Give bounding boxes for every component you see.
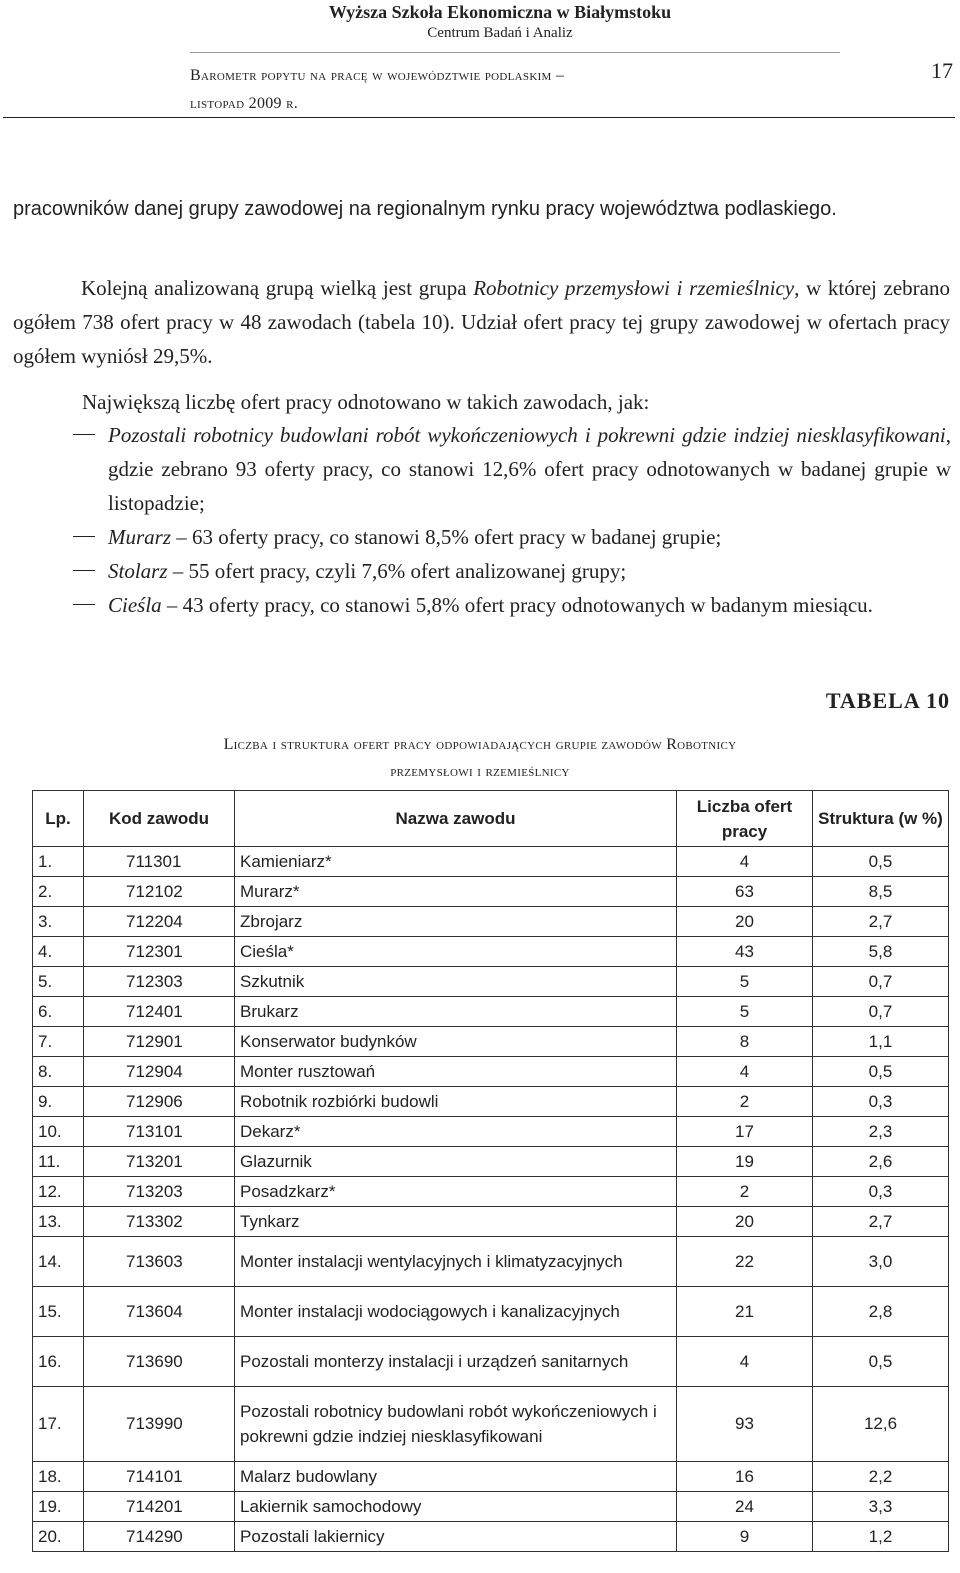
cell-liczba: 2 — [677, 1177, 813, 1207]
table-row — [33, 997, 949, 1027]
list-intro: Największą liczbę ofert pracy odnotowano w takich zawodach, jak: — [82, 390, 650, 414]
table-row — [33, 1237, 949, 1287]
p2-italic: Robotnicy przemysłowi i rzemieślnicy — [473, 276, 795, 300]
cell-kod: 712204 — [84, 907, 235, 937]
cell-nazwa: Dekarz* — [235, 1117, 677, 1147]
cell-lp: 9. — [33, 1087, 84, 1117]
cell-liczba: 22 — [677, 1237, 813, 1287]
header-kod: Kod zawodu — [84, 791, 235, 847]
dash-bullet — [73, 570, 95, 571]
cell-kod: 713690 — [84, 1337, 235, 1387]
table-row — [33, 967, 949, 997]
cell-struktura: 12,6 — [813, 1387, 949, 1462]
cell-nazwa: Zbrojarz — [235, 907, 677, 937]
cell-liczba: 93 — [677, 1387, 813, 1462]
cell-liczba: 63 — [677, 877, 813, 907]
cell-lp: 14. — [33, 1237, 84, 1287]
cell-liczba: 17 — [677, 1117, 813, 1147]
header-school-name: Wyższa Szkoła Ekonomiczna w Białymstoku — [328, 2, 672, 22]
cell-lp: 12. — [33, 1177, 84, 1207]
table-row — [33, 1287, 949, 1337]
cell-nazwa: Posadzkarz* — [235, 1177, 677, 1207]
cell-liczba: 4 — [677, 1057, 813, 1087]
table-row — [33, 1387, 949, 1462]
cell-struktura: 2,7 — [813, 1207, 949, 1237]
table-header-row — [33, 791, 949, 847]
dash-bullet — [73, 604, 95, 605]
cell-lp: 1. — [33, 847, 84, 877]
table-caption — [0, 731, 960, 785]
table-label: TABELA 10 — [825, 688, 950, 713]
cell-kod: 712901 — [84, 1027, 235, 1057]
table-caption-line2: przemysłowi i rzemieślnicy — [390, 763, 570, 780]
list-item-italic: Cieśla — [108, 593, 162, 617]
table-row — [33, 1522, 949, 1552]
table-row — [33, 1027, 949, 1057]
dash-bullet — [73, 536, 95, 537]
cell-liczba: 16 — [677, 1462, 813, 1492]
cell-kod: 712401 — [84, 997, 235, 1027]
cell-nazwa: Glazurnik — [235, 1147, 677, 1177]
header-report-line2: listopad 2009 r. — [190, 95, 299, 112]
list-item-text: – 55 ofert pracy, czyli 7,6% ofert analizowanej grupy; — [167, 559, 627, 583]
cell-nazwa: Murarz* — [235, 877, 677, 907]
cell-kod: 714290 — [84, 1522, 235, 1552]
list-item-text: – 43 oferty pracy, co stanowi 5,8% ofert pracy odnotowanych w badanym miesiącu. — [161, 593, 873, 617]
header-nazwa: Nazwa zawodu — [235, 791, 677, 847]
cell-kod: 712904 — [84, 1057, 235, 1087]
cell-lp: 7. — [33, 1027, 84, 1057]
table-row — [33, 1177, 949, 1207]
table-body — [33, 847, 949, 1552]
cell-lp: 8. — [33, 1057, 84, 1087]
cell-kod: 713101 — [84, 1117, 235, 1147]
cell-nazwa: Monter instalacji wentylacyjnych i klimatyzacyjnych — [235, 1237, 677, 1287]
cell-struktura: 0,3 — [813, 1087, 949, 1117]
header-report-title — [190, 62, 810, 118]
cell-nazwa: Robotnik rozbiórki budowli — [235, 1087, 677, 1117]
cell-lp: 15. — [33, 1287, 84, 1337]
cell-struktura: 3,0 — [813, 1237, 949, 1287]
cell-kod: 713990 — [84, 1387, 235, 1462]
list-item-text: – 63 oferty pracy, co stanowi 8,5% ofert pracy w badanej grupie; — [171, 525, 722, 549]
cell-struktura: 2,2 — [813, 1462, 949, 1492]
dash-bullet — [73, 434, 95, 435]
cell-nazwa: Tynkarz — [235, 1207, 677, 1237]
cell-lp: 20. — [33, 1522, 84, 1552]
cell-lp: 2. — [33, 877, 84, 907]
cell-lp: 11. — [33, 1147, 84, 1177]
cell-lp: 17. — [33, 1387, 84, 1462]
cell-struktura: 2,7 — [813, 907, 949, 937]
cell-liczba: 9 — [677, 1522, 813, 1552]
cell-nazwa: Pozostali lakiernicy — [235, 1522, 677, 1552]
cell-nazwa: Kamieniarz* — [235, 847, 677, 877]
cell-lp: 5. — [33, 967, 84, 997]
header-lp: Lp. — [33, 791, 84, 847]
cell-liczba: 20 — [677, 907, 813, 937]
cell-nazwa: Brukarz — [235, 997, 677, 1027]
cell-lp: 3. — [33, 907, 84, 937]
cell-liczba: 19 — [677, 1147, 813, 1177]
cell-struktura: 2,6 — [813, 1147, 949, 1177]
cell-kod: 712303 — [84, 967, 235, 997]
cell-kod: 713603 — [84, 1237, 235, 1287]
table-row — [33, 1337, 949, 1387]
list-item — [73, 554, 951, 588]
cell-liczba: 5 — [677, 997, 813, 1027]
cell-liczba: 43 — [677, 937, 813, 967]
cell-struktura: 0,7 — [813, 997, 949, 1027]
cell-nazwa: Monter instalacji wodociągowych i kanalizacyjnych — [235, 1287, 677, 1337]
cell-liczba: 2 — [677, 1087, 813, 1117]
header-divider — [190, 52, 840, 53]
cell-struktura: 1,1 — [813, 1027, 949, 1057]
table-row — [33, 847, 949, 877]
cell-kod: 712906 — [84, 1087, 235, 1117]
header-rule — [3, 117, 955, 118]
cell-liczba: 4 — [677, 1337, 813, 1387]
table-row — [33, 1117, 949, 1147]
table-row — [33, 907, 949, 937]
header-center-name: Centrum Badań i Analiz — [427, 25, 573, 41]
list-item-italic: Murarz — [108, 525, 172, 549]
occupation-list — [73, 418, 951, 622]
cell-kod: 713604 — [84, 1287, 235, 1337]
cell-struktura: 1,2 — [813, 1522, 949, 1552]
cell-nazwa: Pozostali monterzy instalacji i urządzeń sanitarnych — [235, 1337, 677, 1387]
table-caption-line1: Liczba i struktura ofert pracy odpowiadających grupie zawodów Robotnicy — [223, 736, 737, 753]
occupations-table — [32, 790, 949, 1552]
header-liczba: Liczba ofert pracy — [677, 791, 813, 847]
cell-lp: 6. — [33, 997, 84, 1027]
cell-liczba: 4 — [677, 847, 813, 877]
list-item — [73, 588, 951, 622]
cell-kod: 714201 — [84, 1492, 235, 1522]
cell-lp: 19. — [33, 1492, 84, 1522]
cell-struktura: 0,5 — [813, 847, 949, 877]
list-item-italic: Pozostali robotnicy budowlani robót wykończeniowych i pokrewni gdzie indziej niesklasyfikowani — [108, 423, 946, 447]
cell-struktura: 5,8 — [813, 937, 949, 967]
table-row — [33, 1087, 949, 1117]
cell-struktura: 2,3 — [813, 1117, 949, 1147]
cell-struktura: 0,5 — [813, 1337, 949, 1387]
cell-lp: 16. — [33, 1337, 84, 1387]
cell-nazwa: Pozostali robotnicy budowlani robót wykończeniowych i pokrewni gdzie indziej niesklasyfikowani — [235, 1387, 677, 1462]
cell-nazwa: Malarz budowlany — [235, 1462, 677, 1492]
cell-nazwa: Konserwator budynków — [235, 1027, 677, 1057]
cell-liczba: 8 — [677, 1027, 813, 1057]
cell-struktura: 0,7 — [813, 967, 949, 997]
header-struktura: Struktura (w %) — [813, 791, 949, 847]
page-number: 17 — [931, 58, 953, 83]
table-row — [33, 937, 949, 967]
header-report-line1: Barometr popytu na pracę w województwie podlaskim – — [190, 67, 565, 84]
cell-liczba: 24 — [677, 1492, 813, 1522]
table-row — [33, 1207, 949, 1237]
cell-kod: 713302 — [84, 1207, 235, 1237]
cell-lp: 18. — [33, 1462, 84, 1492]
table-row — [33, 1462, 949, 1492]
table-row — [33, 1057, 949, 1087]
table-row — [33, 1147, 949, 1177]
cell-struktura: 0,3 — [813, 1177, 949, 1207]
cell-kod: 713203 — [84, 1177, 235, 1207]
cell-kod: 713201 — [84, 1147, 235, 1177]
cell-nazwa: Lakiernik samochodowy — [235, 1492, 677, 1522]
cell-lp: 4. — [33, 937, 84, 967]
table-row — [33, 1492, 949, 1522]
p2-start: Kolejną analizowaną grupą wielką jest grupa — [81, 276, 474, 300]
list-item — [73, 418, 951, 520]
cell-kod: 712102 — [84, 877, 235, 907]
list-item-italic: Stolarz — [108, 559, 168, 583]
cell-liczba: 5 — [677, 967, 813, 997]
cell-liczba: 21 — [677, 1287, 813, 1337]
cell-struktura: 0,5 — [813, 1057, 949, 1087]
cell-struktura: 3,3 — [813, 1492, 949, 1522]
cell-kod: 712301 — [84, 937, 235, 967]
cell-lp: 13. — [33, 1207, 84, 1237]
cell-liczba: 20 — [677, 1207, 813, 1237]
cell-nazwa: Monter rusztowań — [235, 1057, 677, 1087]
cell-nazwa: Szkutnik — [235, 967, 677, 997]
cell-lp: 10. — [33, 1117, 84, 1147]
cell-kod: 711301 — [84, 847, 235, 877]
cell-kod: 714101 — [84, 1462, 235, 1492]
p2-end: , w której zebrano ogółem 738 ofert pracy w 48 zawodach (tabela 10). Udział ofert pracy tej grupy zawodowej w ofertach pracy ogółem wyniósł 29,5%. — [13, 276, 950, 368]
cell-struktura: 8,5 — [813, 877, 949, 907]
list-item-text: , gdzie zebrano 93 oferty pracy, co stanowi 12,6% ofert pracy odnotowanych w badanej grupie w listopadzie; — [108, 423, 951, 515]
cell-struktura: 2,8 — [813, 1287, 949, 1337]
paragraph-1: pracowników danej grupy zawodowej na regionalnym rynku pracy województwa podlaskiego. — [13, 198, 837, 220]
cell-nazwa: Cieśla* — [235, 937, 677, 967]
paragraph-2 — [13, 271, 950, 373]
table-row — [33, 877, 949, 907]
list-item — [73, 520, 951, 554]
